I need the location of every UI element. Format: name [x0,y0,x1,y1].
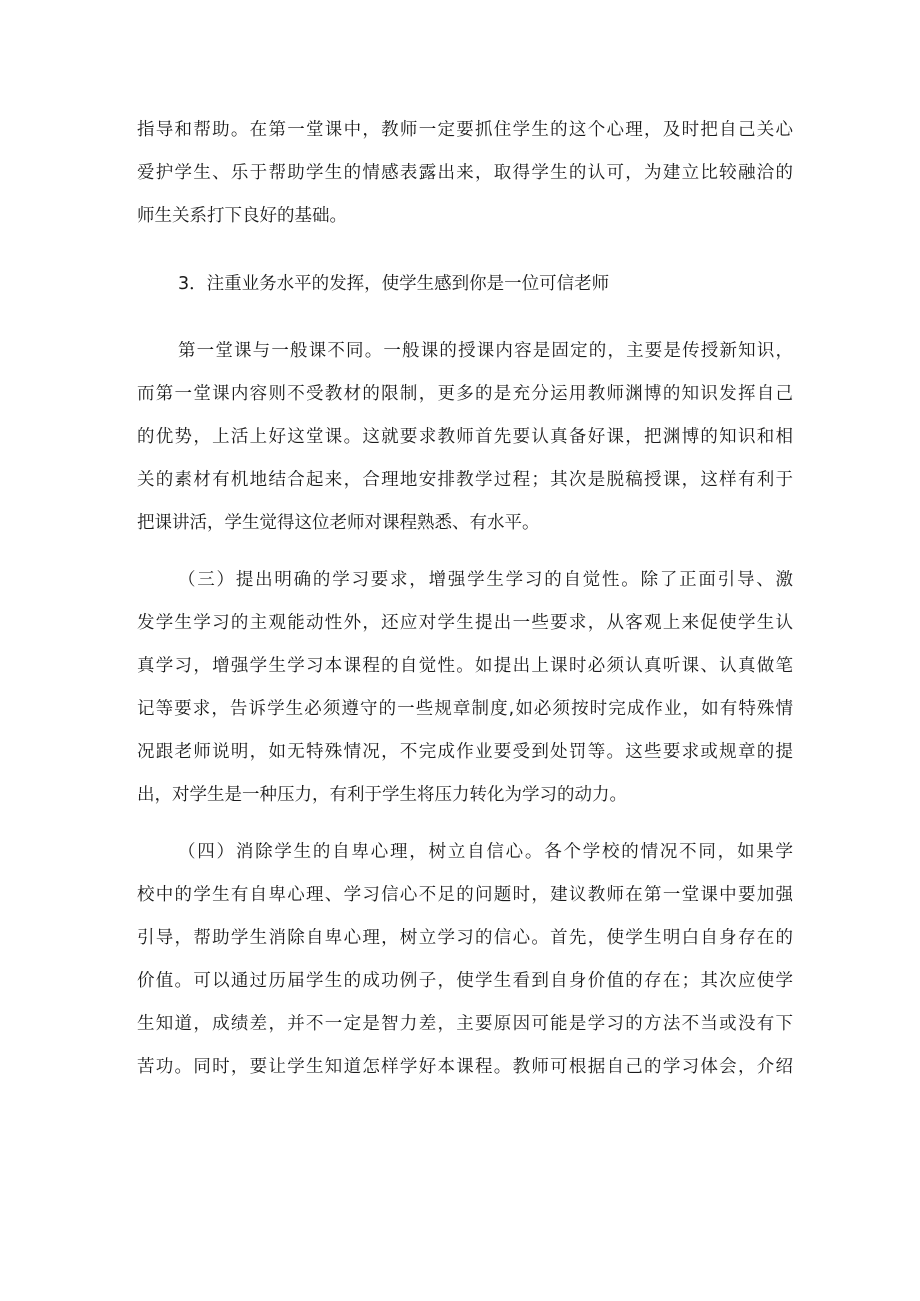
paragraph-line: 引导，帮助学生消除自卑心理，树立学习的信心。首先，使学生明白自身存在的 [137,928,793,948]
paragraph-line: 记等要求，告诉学生必须遵守的一些规章制度,如必须按时完成作业，如有特殊情 [137,699,793,719]
paragraph-line: 出，对学生是一种压力，有利于学生将压力转化为学习的动力。 [137,785,627,805]
section-heading: 3．注重业务水平的发挥，使学生感到你是一位可信老师 [178,274,610,294]
paragraph-line: 发学生学习的主观能动性外，还应对学生提出一些要求，从客观上来促使学生认 [137,613,793,633]
paragraph-line: 把课讲活，学生觉得这位老师对课程熟悉、有水平。 [137,513,540,533]
paragraph-line: 真学习，增强学生学习本课程的自觉性。如提出上课时必须认真听课、认真做笔 [137,656,793,676]
paragraph-line: 的优势，上活上好这堂课。这就要求教师首先要认真备好课，把渊博的知识和相 [137,427,793,447]
paragraph-line: 第一堂课与一般课不同。一般课的授课内容是固定的，主要是传授新知识， [178,341,793,361]
paragraph-line: 生知道，成绩差，并不一定是智力差，主要原因可能是学习的方法不当或没有下 [137,1014,793,1034]
paragraph-line: 价值。可以通过历届学生的成功例子，使学生看到自身价值的存在；其次应使学 [137,971,793,991]
paragraph-line: 指导和帮助。在第一堂课中，教师一定要抓住学生的这个心理，及时把自己关心 [137,120,793,140]
paragraph-line: 校中的学生有自卑心理、学习信心不足的问题时，建议教师在第一堂课中要加强 [137,885,793,905]
paragraph-line: 爱护学生、乐于帮助学生的情感表露出来，取得学生的认可，为建立比较融洽的 [137,163,793,183]
paragraph-line: 师生关系打下良好的基础。 [137,206,347,226]
paragraph-line: 而第一堂课内容则不受教材的限制，更多的是充分运用教师渊博的知识发挥自己 [137,384,793,404]
paragraph-line: 苦功。同时，要让学生知道怎样学好本课程。教师可根据自己的学习体会，介绍 [137,1057,793,1077]
paragraph-line: 关的素材有机地结合起来，合理地安排教学过程；其次是脱稿授课，这样有利于 [137,470,793,490]
paragraph-line: （四）消除学生的自卑心理，树立自信心。各个学校的情况不同，如果学 [178,842,793,862]
paragraph-line: 况跟老师说明，如无特殊情况，不完成作业要受到处罚等。这些要求或规章的提 [137,742,793,762]
paragraph-line: （三）提出明确的学习要求，增强学生学习的自觉性。除了正面引导、激 [178,570,793,590]
